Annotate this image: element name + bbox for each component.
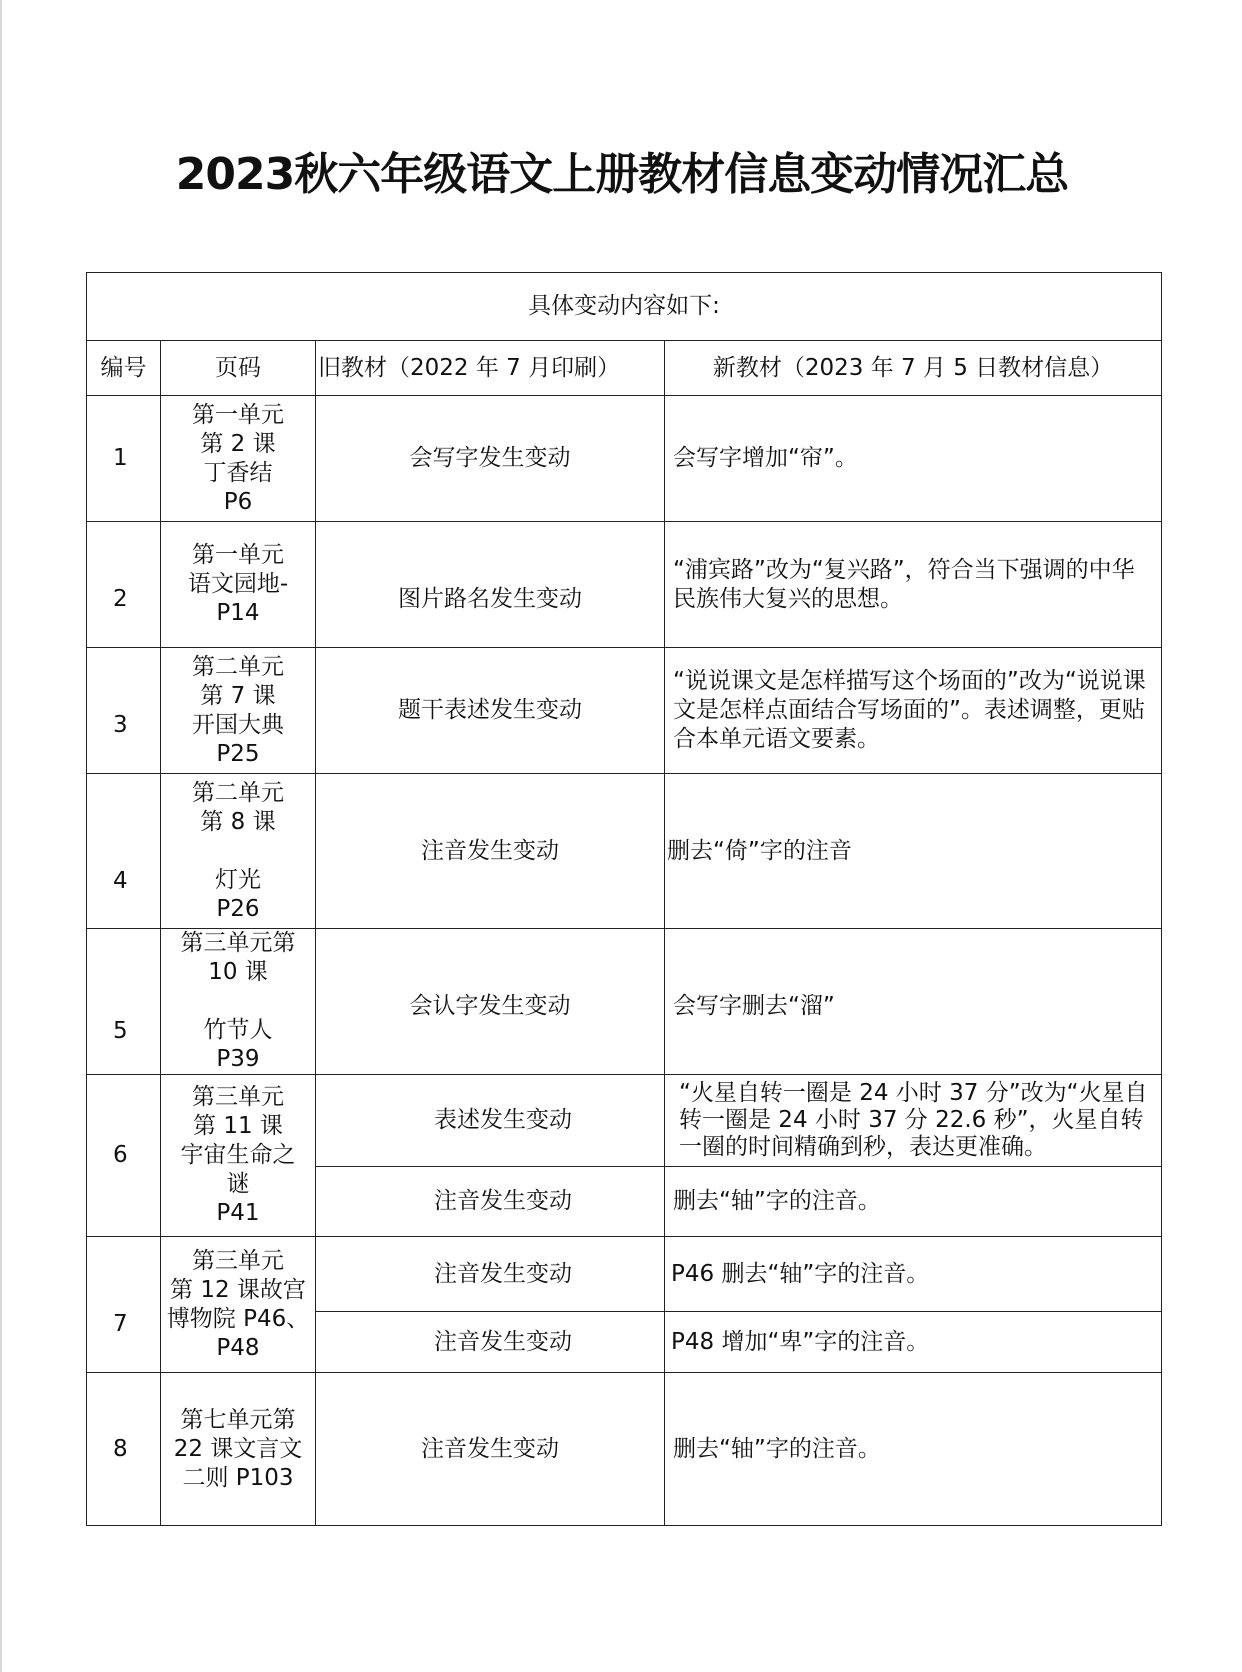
row-old: 题干表述发生变动 (316, 648, 665, 774)
row-page: 第三单元第 10 课 竹节人 P39 (161, 929, 316, 1075)
intro-text: 具体变动内容如下: (87, 273, 1162, 341)
document-title: 2023秋六年级语文上册教材信息变动情况汇总 (175, 149, 1069, 200)
row-number: 3 (87, 648, 161, 774)
row-new: P46 删去“轴”字的注音。 (665, 1237, 1162, 1312)
row-page: 第二单元 第 7 课 开国大典 P25 (161, 648, 316, 774)
row-new: 会写字增加“帘”。 (665, 396, 1162, 522)
table-row (87, 1373, 1162, 1526)
row-old: 图片路名发生变动 (316, 522, 665, 648)
row-old: 注音发生变动 (316, 1312, 665, 1373)
row-old: 注音发生变动 (316, 1373, 665, 1526)
table-row (87, 929, 1162, 1075)
row-old: 表述发生变动 (316, 1075, 665, 1167)
row-new: 删去“轴”字的注音。 (665, 1373, 1162, 1526)
table-row (87, 1075, 1162, 1167)
table-row (87, 396, 1162, 522)
changes-table (86, 272, 1162, 1526)
row-new: P48 增加“卑”字的注音。 (665, 1312, 1162, 1373)
row-old: 注音发生变动 (316, 1167, 665, 1237)
row-number: 7 (87, 1237, 161, 1373)
row-number: 1 (87, 396, 161, 522)
row-old: 会认字发生变动 (316, 929, 665, 1075)
row-number: 5 (87, 929, 161, 1075)
row-page: 第三单元 第 12 课故宫 博物院 P46、 P48 (161, 1237, 316, 1373)
row-number: 6 (87, 1075, 161, 1237)
row-page: 第一单元 语文园地- P14 (161, 522, 316, 648)
row-page: 第三单元 第 11 课 宇宙生命之 谜 P41 (161, 1075, 316, 1237)
row-page: 第一单元 第 2 课 丁香结 P6 (161, 396, 316, 522)
row-new: “说说课文是怎样描写这个场面的”改为“说说课文是怎样点面结合写场面的”。表述调整，更贴合本单元语文要素。 (665, 648, 1162, 774)
row-page: 第二单元 第 8 课 灯光 P26 (161, 774, 316, 929)
header-row (87, 341, 1162, 396)
header-no: 编号 (87, 341, 161, 396)
row-new: “火星自转一圈是 24 小时 37 分”改为“火星自转一圈是 24 小时 37 分 22.6 秒”，火星自转一圈的时间精确到秒，表达更准确。 (665, 1075, 1162, 1167)
row-old: 会写字发生变动 (316, 396, 665, 522)
row-old: 注音发生变动 (316, 1237, 665, 1312)
table-row (87, 648, 1162, 774)
row-old: 注音发生变动 (316, 774, 665, 929)
intro-row (87, 273, 1162, 341)
row-number: 8 (87, 1373, 161, 1526)
row-number: 4 (87, 774, 161, 929)
header-page: 页码 (161, 341, 316, 396)
header-old: 旧教材（2022 年 7 月印刷） (316, 341, 665, 396)
row-new: 会写字删去“溜” (665, 929, 1162, 1075)
table-row (87, 522, 1162, 648)
table-row (87, 1237, 1162, 1312)
row-number: 2 (87, 522, 161, 648)
row-new: 删去“倚”字的注音 (665, 774, 1162, 929)
row-page: 第七单元第 22 课文言文 二则 P103 (161, 1373, 316, 1526)
row-new: “浦宾路”改为“复兴路”，符合当下强调的中华民族伟大复兴的思想。 (665, 522, 1162, 648)
row-new: 删去“轴”字的注音。 (665, 1167, 1162, 1237)
table-row (87, 774, 1162, 929)
header-new: 新教材（2023 年 7 月 5 日教材信息） (665, 341, 1162, 396)
